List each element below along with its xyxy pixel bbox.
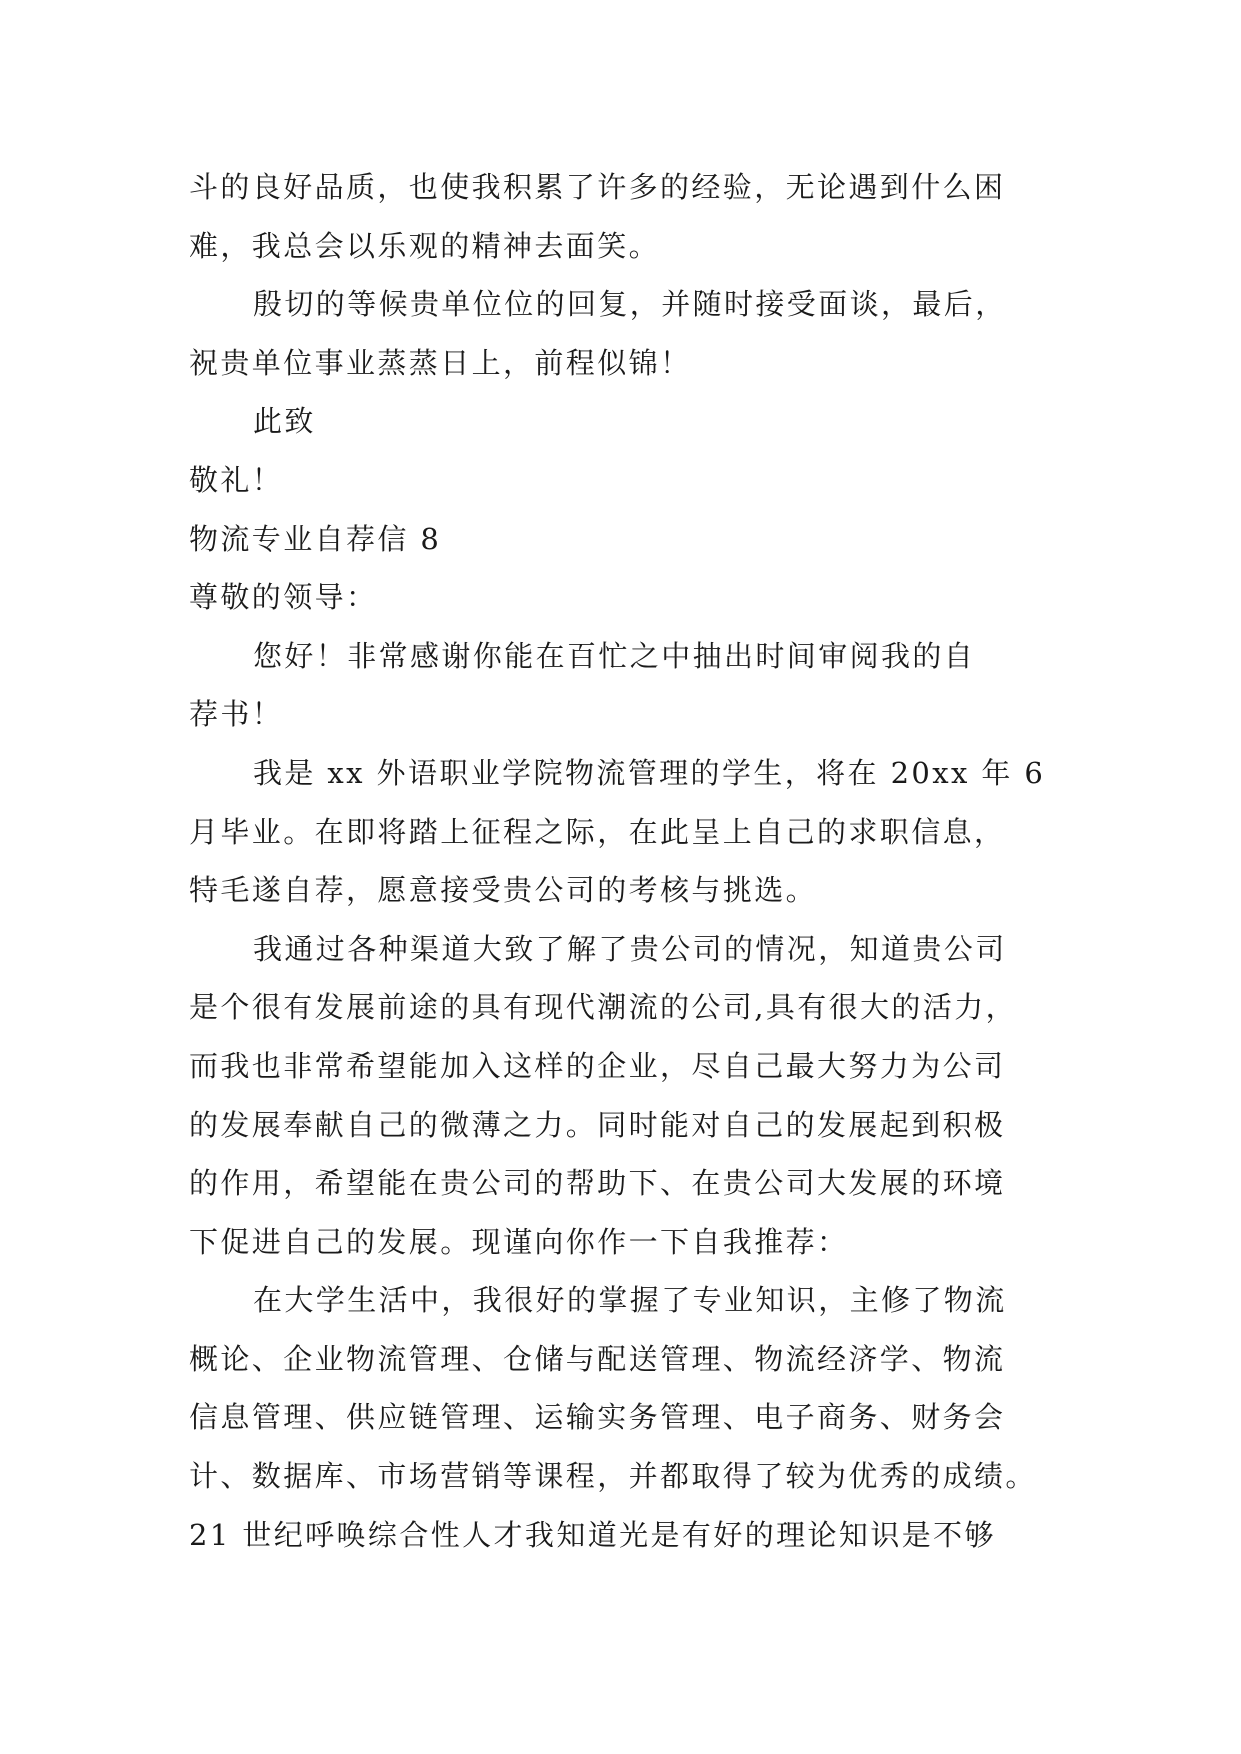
text-line: 下促进自己的发展。现谨向你作一下自我推荐： xyxy=(189,1224,849,1259)
greeting-line: 尊敬的领导： xyxy=(189,580,378,615)
text-line: 斗的良好品质，也使我积累了许多的经验，无论遇到什么困 xyxy=(189,170,1006,204)
text-line: 您好！非常感谢你能在百忙之中抽出时间审阅我的自 xyxy=(253,638,976,673)
text-line: 祝贵单位事业蒸蒸日上，前程似锦！ xyxy=(189,345,692,380)
text-line: 计、数据库、市场营销等课程，并都取得了较为优秀的成绩。 xyxy=(189,1459,1037,1494)
text-line: 而我也非常希望能加入这样的企业，尽自己最大努力为公司 xyxy=(189,1048,1006,1083)
text-line: 信息管理、供应链管理、运输实务管理、电子商务、财务会 xyxy=(189,1400,1006,1435)
text-line: 的作用，希望能在贵公司的帮助下、在贵公司大发展的环境 xyxy=(189,1166,1006,1201)
text-line: 在大学生活中，我很好的掌握了专业知识，主修了物流 xyxy=(253,1283,1007,1318)
text-line: 难，我总会以乐观的精神去面笑。 xyxy=(189,228,661,263)
text-line: 特毛遂自荐，愿意接受贵公司的考核与挑选。 xyxy=(189,873,818,908)
text-line: 我通过各种渠道大致了解了贵公司的情况，知道贵公司 xyxy=(253,931,1007,966)
closing-line: 此致 xyxy=(253,404,316,439)
text-line: 殷切的等候贵单位位的回复，并随时接受面谈，最后， xyxy=(253,287,1007,322)
salutation-closing: 敬礼！ xyxy=(189,462,284,497)
text-line: 荐书！ xyxy=(189,697,284,732)
text-line: 概论、企业物流管理、仓储与配送管理、物流经济学、物流 xyxy=(189,1341,1006,1376)
letter-body xyxy=(189,158,1059,1564)
text-line: 的发展奉献自己的微薄之力。同时能对自己的发展起到积极 xyxy=(189,1107,1006,1142)
text-line: 月毕业。在即将踏上征程之际，在此呈上自己的求职信息， xyxy=(189,814,1006,849)
text-line: 21 世纪呼唤综合性人才我知道光是有好的理论知识是不够 xyxy=(189,1517,996,1552)
text-line: 我是 xx 外语职业学院物流管理的学生，将在 20xx 年 6 xyxy=(253,755,1046,790)
text-line: 是个很有发展前途的具有现代潮流的公司,具有很大的活力， xyxy=(189,990,1018,1025)
section-heading: 物流专业自荐信 8 xyxy=(189,521,442,556)
